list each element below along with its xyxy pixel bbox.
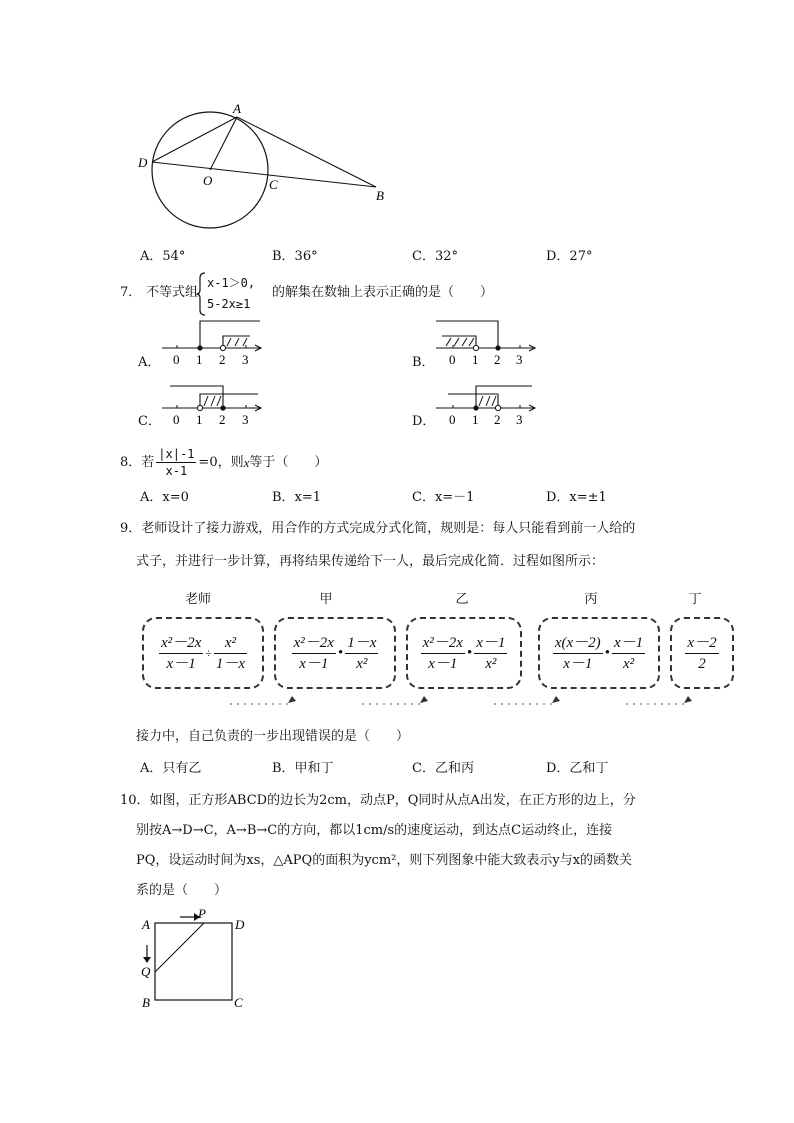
q7-inequality-1: x-1＞0, <box>207 276 256 290</box>
relay-box-bing: $\frac{x(x-2)}{x-1}$ • $\frac{x-1}{\text{x²}}$ <box>538 617 660 689</box>
segment-ab <box>237 117 376 187</box>
q9-option-a[interactable]: A．只有乙 <box>140 761 202 776</box>
q7-suffix: 的解集在数轴上表示正确的是（ ） <box>272 285 494 300</box>
q9-text-1: 老师设计了接力游戏，用合作的方式完成分式化简，规则是：每人只能看到前一人给的 <box>141 521 636 536</box>
q10-line-4: 系的是（ ） <box>136 883 228 898</box>
svg-text:0: 0 <box>449 412 456 427</box>
q9-option-b[interactable]: B．甲和丁 <box>272 761 334 776</box>
relay-label-yi: 乙 <box>455 592 469 607</box>
q9-option-d[interactable]: D．乙和丁 <box>546 761 609 776</box>
svg-text:1: 1 <box>196 352 203 367</box>
label-b: B <box>376 188 384 203</box>
q9-option-c[interactable]: C．乙和丙 <box>412 761 474 776</box>
q6-option-b[interactable]: B．36° <box>272 249 318 264</box>
svg-text:0: 0 <box>449 352 456 367</box>
svg-text:2: 2 <box>219 412 226 427</box>
q8-question <box>120 446 327 479</box>
svg-text:1: 1 <box>196 412 203 427</box>
q10-line-2: 别按A→D→C，A→B→C的方向，都以1cm/s的速度运动，到达点C运动终止，连接 <box>136 823 613 838</box>
svg-text:2: 2 <box>494 352 501 367</box>
svg-text:0: 0 <box>173 412 180 427</box>
q7-number-line-a[interactable] <box>160 318 270 370</box>
svg-text:A: A <box>142 917 150 932</box>
svg-text:2: 2 <box>219 352 226 367</box>
q7-option-b-letter[interactable]: B． <box>412 355 435 370</box>
svg-text:P: P <box>198 906 206 921</box>
segment-da <box>152 117 237 162</box>
q8-fraction <box>156 446 196 479</box>
q7-number: 7． <box>120 285 142 300</box>
q10-text-1: 如图，正方形ABCD的边长为2cm，动点P，Q同时从点A出发，在正方形的边上，分 <box>149 793 636 808</box>
brace-icon <box>196 272 206 316</box>
svg-text:B: B <box>142 995 150 1010</box>
relay-label-jia: 甲 <box>319 592 333 607</box>
svg-text:C: C <box>234 995 243 1010</box>
relay-box-ding: $\frac{x-2}{2}$ <box>670 617 734 689</box>
q8-option-d[interactable]: D．x=±1 <box>546 490 607 505</box>
svg-text:1: 1 <box>472 412 479 427</box>
q6-option-d[interactable]: D．27° <box>546 249 593 264</box>
segment-oa <box>210 117 237 170</box>
label-c: C <box>269 177 278 192</box>
q7-inequality-2: 5-2x≥1 <box>207 297 251 311</box>
relay-arrows <box>230 690 710 708</box>
q8-suffix: 等于（ ） <box>249 454 328 470</box>
q7-option-a-letter[interactable]: A． <box>138 355 161 370</box>
q10-line-3: PQ，设运动时间为xs，△APQ的面积为ycm²，则下列图象中能大致表示y与x的函数关 <box>136 853 633 868</box>
label-o: O <box>203 173 213 188</box>
q9-line-2: 式子，并进行一步计算，再将结果传递给下一人，最后完成化简．过程如图所示： <box>136 554 605 569</box>
q8-prefix: 若 <box>141 454 155 470</box>
svg-text:2: 2 <box>494 412 501 427</box>
q7-number-line-b[interactable] <box>434 318 544 370</box>
q7-prefix: 不等式组 <box>146 285 199 300</box>
q6-option-a[interactable]: A．54° <box>140 249 186 264</box>
q8-number: 8． <box>120 454 142 470</box>
square-abcd <box>155 923 232 1000</box>
q10-square-figure <box>138 905 253 1015</box>
relay-label-teacher: 老师 <box>184 592 211 607</box>
svg-text:0: 0 <box>173 352 180 367</box>
relay-label-bing: 丙 <box>584 592 598 607</box>
svg-text:3: 3 <box>516 352 523 367</box>
svg-text:3: 3 <box>516 412 523 427</box>
q8-option-b[interactable]: B．x=1 <box>272 490 322 505</box>
relay-box-yi: $\frac{\text{x²－2x}}{x-1}$ • $\frac{x-1}{\text{x²}}$ <box>406 617 522 689</box>
svg-text:1: 1 <box>472 352 479 367</box>
label-a: A <box>233 101 241 116</box>
segment-db <box>152 162 376 187</box>
q9-number: 9． <box>120 521 142 536</box>
relay-label-ding: 丁 <box>688 592 702 607</box>
q8-option-a[interactable]: A．x=0 <box>140 490 189 505</box>
q10-line-1 <box>120 792 636 810</box>
q8-equals: =0，则 <box>198 454 244 470</box>
q10-number: 10． <box>120 793 150 808</box>
q6-option-c[interactable]: C．32° <box>412 249 458 264</box>
segment-pq <box>155 923 204 972</box>
q8-denominator: x-1 <box>165 464 188 478</box>
q9-question: 接力中，自己负责的一步出现错误的是（ ） <box>136 729 410 744</box>
label-d: D <box>138 155 148 170</box>
svg-text:D: D <box>235 917 245 932</box>
q8-numerator: |x|-1 <box>158 447 195 461</box>
svg-text:3: 3 <box>242 412 249 427</box>
q9-line-1 <box>120 520 635 538</box>
q7-number-line-c[interactable] <box>160 378 270 430</box>
q7-option-c-letter[interactable]: C． <box>138 414 161 429</box>
svg-text:Q: Q <box>141 964 151 979</box>
q6-circle-figure <box>130 100 400 235</box>
q7-number-line-d[interactable] <box>434 378 544 430</box>
q8-option-c[interactable]: C．x=－1 <box>412 490 475 505</box>
q8-var: x <box>243 454 250 470</box>
relay-box-jia: $\frac{\text{x²－2x}}{x-1}$ • $\frac{1-x}{\text{x²}}$ <box>274 617 396 689</box>
q7-option-d-letter[interactable]: D． <box>412 414 436 429</box>
svg-text:3: 3 <box>242 352 249 367</box>
relay-box-teacher: $\frac{\text{x²－2x}}{x-1}$ ÷ $\frac{\text{x²}}{1-x}$ <box>142 617 264 689</box>
